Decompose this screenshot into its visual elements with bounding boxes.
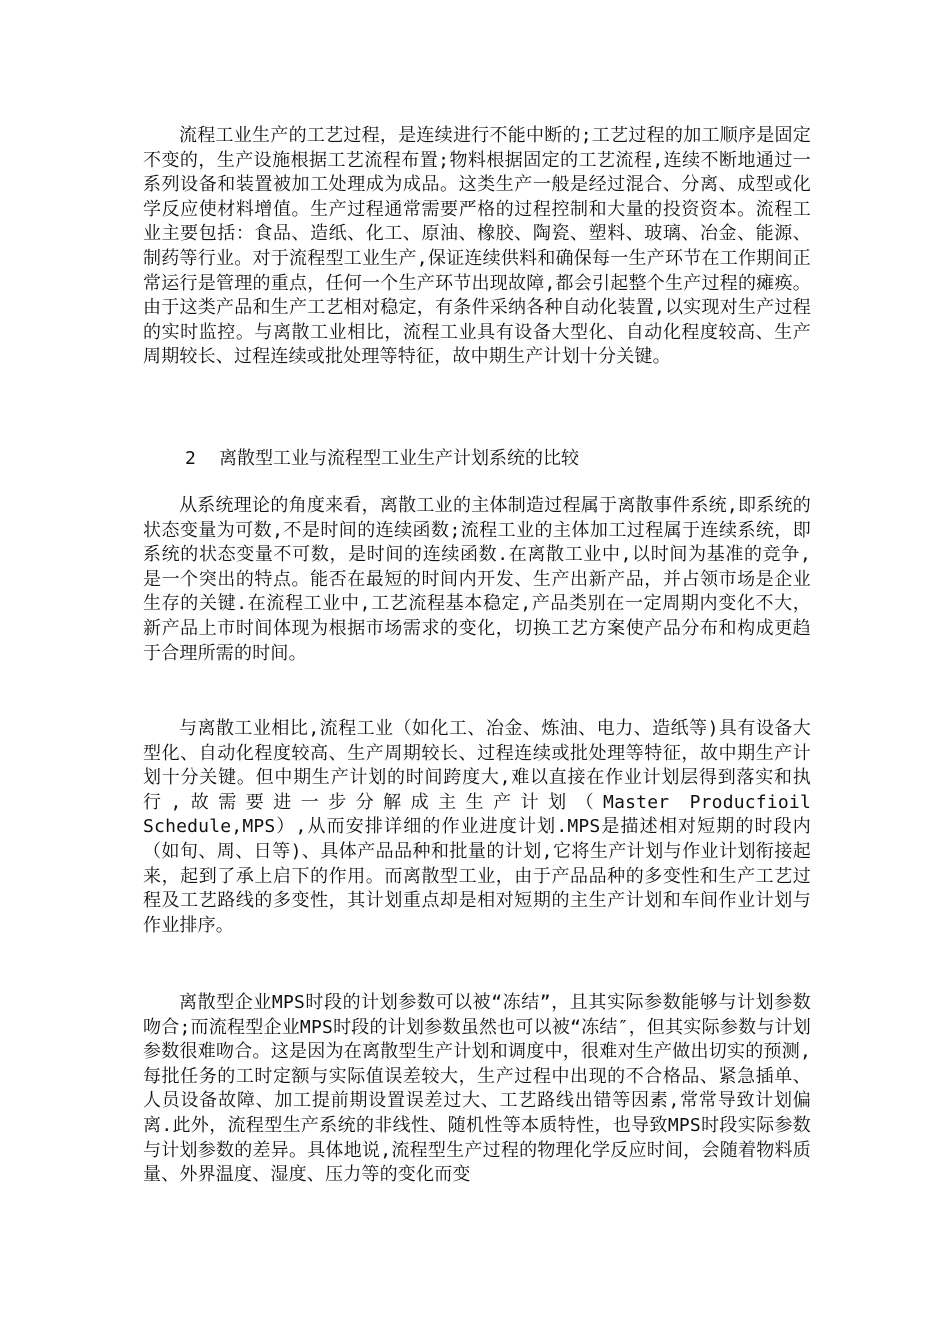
paragraph-system-theory: 从系统理论的角度来看，离散工业的主体制造过程属于离散事件系统,即系统的状态变量为可数,不是时间的连续函数;流程工业的主体加工过程属于连续系统，即系统的状态变量不可数，是时间的连续函数.在离散工业中,以时间为基准的竞争,是一个突出的特点。能否在最短的时间内开发、生产出新产品，并占领市场是企业生存的关键.在流程工业中,工艺流程基本稳定,产品类别在一定周期内变化不大，新产品上市时间体现为根据市场需求的变化，切换工艺方案使产品分布和构成更趋于合理所需的时间。	[143, 495, 811, 664]
paragraph-mps: 与离散工业相比,流程工业（如化工、冶金、炼油、电力、造纸等)具有设备大型化、自动化程度较高、生产周期较长、过程连续或批处理等特征，故中期生产计划十分关键。但中期生产计划的时间跨度大,难以直接在作业计划层得到落实和执行,故需要进一步分解成主生产计划（Master Producfioil Schedule,MPS）,从而安排详细的作业进度计划.MPS是描述相对短期的时段内（如旬、周、日等)、具体产品品种和批量的计划,它将生产计划与作业计划衔接起来，起到了承上启下的作用。而离散型工业，由于产品品种的多变性和生产工艺过程及工艺路线的多变性，其计划重点却是相对短期的主生产计划和车间作业计划与作业排序。	[143, 718, 811, 936]
section-title: 离散型工业与流程型工业生产计划系统的比较	[219, 448, 579, 469]
paragraph-process-industry: 流程工业生产的工艺过程，是连续进行不能中断的;工艺过程的加工顺序是固定不变的，生产设施根据工艺流程布置;物料根据固定的工艺流程,连续不断地通过一系列设备和装置被加工处理成为成品。这类生产一般是经过混合、分离、成型或化学反应使材料增值。生产过程通常需要严格的过程控制和大量的投资资本。流程工业主要包括：食品、造纸、化工、原油、橡胶、陶瓷、塑料、玻璃、冶金、能源、制药等行业。对于流程型工业生产,保证连续供料和确保每一生产环节在工作期间正常运行是管理的重点，任何一个生产环节出现故障,都会引起整个生产过程的瘫痪。由于这类产品和生产工艺相对稳定，有条件采纳各种自动化装置,以实现对生产过程的实时监控。与离散工业相比，流程工业具有设备大型化、自动化程度较高、生产周期较长、过程连续或批处理等特征，故中期生产计划十分关键。	[143, 125, 811, 368]
paragraph-frozen-parameters: 离散型企业MPS时段的计划参数可以被“冻结”，且其实际参数能够与计划参数吻合;而流程型企业MPS时段的计划参数虽然也可以被“冻结″，但其实际参数与计划参数很难吻合。这是因为在离散型生产计划和调度中，很难对生产做出切实的预测,每批任务的工时定额与实际值误差较大，生产过程中出现的不合格品、紧急插单、人员设备故障、加工提前期设置误差过大、工艺路线出错等因素,常常导致计划偏离.此外，流程型生产系统的非线性、随机性等本质特性，也导致MPS时段实际参数与计划参数的差异。具体地说,流程型生产过程的物理化学反应时间，会随着物料质量、外界温度、湿度、压力等的变化而变	[143, 992, 811, 1186]
section-number: 2	[185, 448, 196, 469]
section-heading	[185, 447, 579, 471]
